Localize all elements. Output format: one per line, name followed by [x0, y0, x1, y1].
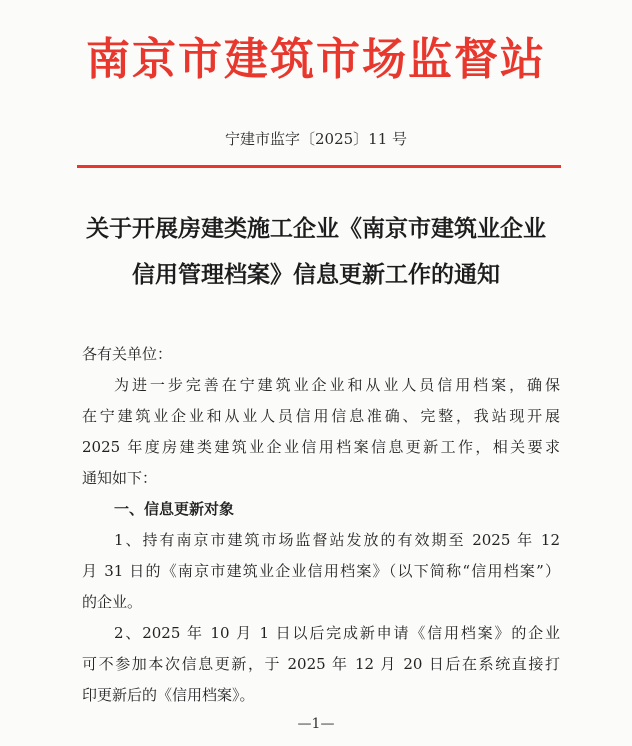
document-title-line-1: 关于开展房建类施工企业《南京市建筑业企业	[86, 215, 546, 242]
item-1-line-1: 1、持有南京市建筑市场监督站发放的有效期至 2025 年 12	[114, 531, 560, 549]
organization-header: 南京市建筑市场监督站	[86, 34, 546, 85]
intro-line-3: 2025 年度房建类建筑业企业信用档案信息更新工作，相关要求	[82, 438, 560, 456]
intro-paragraph	[82, 370, 560, 494]
intro-line-4: 通知如下：	[82, 469, 158, 487]
item-2-line-2: 可不参加本次信息更新，于 2025 年 12 月 20 日后在系统直接打	[82, 655, 560, 673]
document-body	[82, 339, 560, 711]
item-1-line-3: 的企业。	[82, 593, 143, 611]
section-heading-1: 一、信息更新对象	[114, 500, 235, 518]
document-title-line-2: 信用管理档案》信息更新工作的通知	[132, 261, 500, 288]
item-1-line-2: 月 31 日的《南京市建筑业企业信用档案》（以下简称“信用档案”）	[82, 562, 560, 580]
item-2-line-3: 印更新后的《信用档案》。	[82, 686, 255, 704]
item-2-line-1: 2、2025 年 10 月 1 日以后完成新申请《信用档案》的企业	[114, 624, 560, 642]
item-2-paragraph	[82, 618, 560, 711]
intro-line-2: 在宁建筑业企业和从业人员信用信息准确、完整，我站现开展	[82, 407, 560, 425]
document-title	[0, 206, 632, 298]
item-1-paragraph	[82, 525, 560, 618]
page-number: —1—	[297, 716, 335, 732]
salutation: 各有关单位：	[82, 345, 173, 363]
red-divider-line	[77, 165, 561, 168]
intro-line-1: 为进一步完善在宁建筑业企业和从业人员信用档案，确保	[114, 376, 560, 394]
document-number: 宁建市监字〔2025〕11 号	[224, 130, 408, 148]
